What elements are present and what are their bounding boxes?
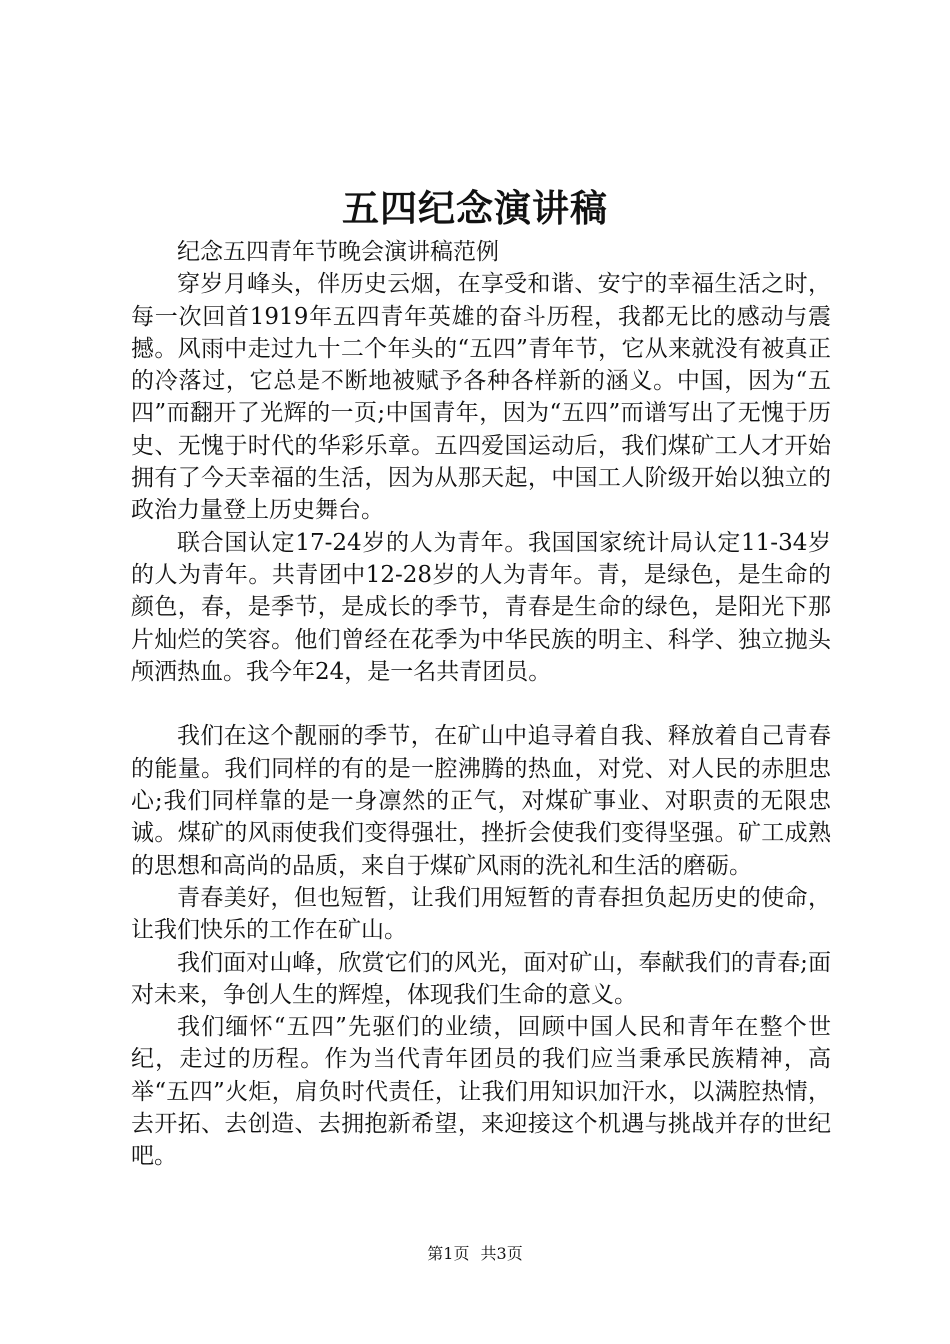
body-paragraph: 穿岁月峰头，伴历史云烟，在享受和谐、安宁的幸福生活之时，每一次回首1919年五四青年英雄的奋斗历程，我都无比的感动与震撼。风雨中走过九十二个年头的“五四”青年节，它从来就没有被真正的冷落过，它总是不断地被赋予各种各样新的涵义。中国，因为“五四”而翻开了光辉的一页;中国青年，因为“五四”而谱写出了无愧于历史、无愧于时代的华彩乐章。五四爱国运动后，我们煤矿工人才开始拥有了今天幸福的生活，因为从那天起，中国工人阶级开始以独立的政治力量登上历史舞台。 — [131, 271, 831, 524]
subtitle-paragraph: 纪念五四青年节晚会演讲稿范例 — [177, 239, 499, 265]
page-footer — [0, 1243, 950, 1265]
body-paragraph: 联合国认定17-24岁的人为青年。我国国家统计局认定11-34岁的人为青年。共青团中12-28岁的人为青年。青，是绿色，是生命的颜色，春，是季节，是成长的季节，青春是生命的绿色，是阳光下那片灿烂的笑容。他们曾经在花季为中华民族的明主、科学、独立抛头颅洒热血。我今年24，是一名共青团员。 — [131, 529, 831, 685]
page-total: 共3页 — [480, 1244, 523, 1263]
page-number: 第1页 — [427, 1244, 470, 1263]
body-paragraph: 我们在这个靓丽的季节，在矿山中追寻着自我、释放着自己青春的能量。我们同样的有的是一腔沸腾的热血，对党、对人民的赤胆忠心;我们同样靠的是一身凛然的正气，对煤矿事业、对职责的无限忠诚。煤矿的风雨使我们变得强壮，挫折会使我们变得坚强。矿工成熟的思想和高尚的品质，来自于煤矿风雨的洗礼和生活的磨砺。 — [131, 723, 831, 879]
body-paragraph: 青春美好，但也短暂，让我们用短暂的青春担负起历史的使命，让我们快乐的工作在矿山。 — [131, 884, 831, 944]
document-body — [131, 236, 831, 1173]
body-paragraph: 我们面对山峰，欣赏它们的风光，面对矿山，奉献我们的青春;面对未来，争创人生的辉煌，体现我们生命的意义。 — [131, 949, 831, 1008]
body-paragraph: 我们缅怀“五四”先驱们的业绩，回顾中国人民和青年在整个世纪，走过的历程。作为当代青年团员的我们应当秉承民族精神，高举“五四”火炬，肩负时代责任，让我们用知识加汗水，以满腔热情，去开拓、去创造、去拥抱新希望，来迎接这个机遇与挑战并存的世纪吧。 — [131, 1014, 831, 1170]
page-title: 五四纪念演讲稿 — [342, 186, 608, 230]
paragraph-gap — [131, 688, 831, 720]
